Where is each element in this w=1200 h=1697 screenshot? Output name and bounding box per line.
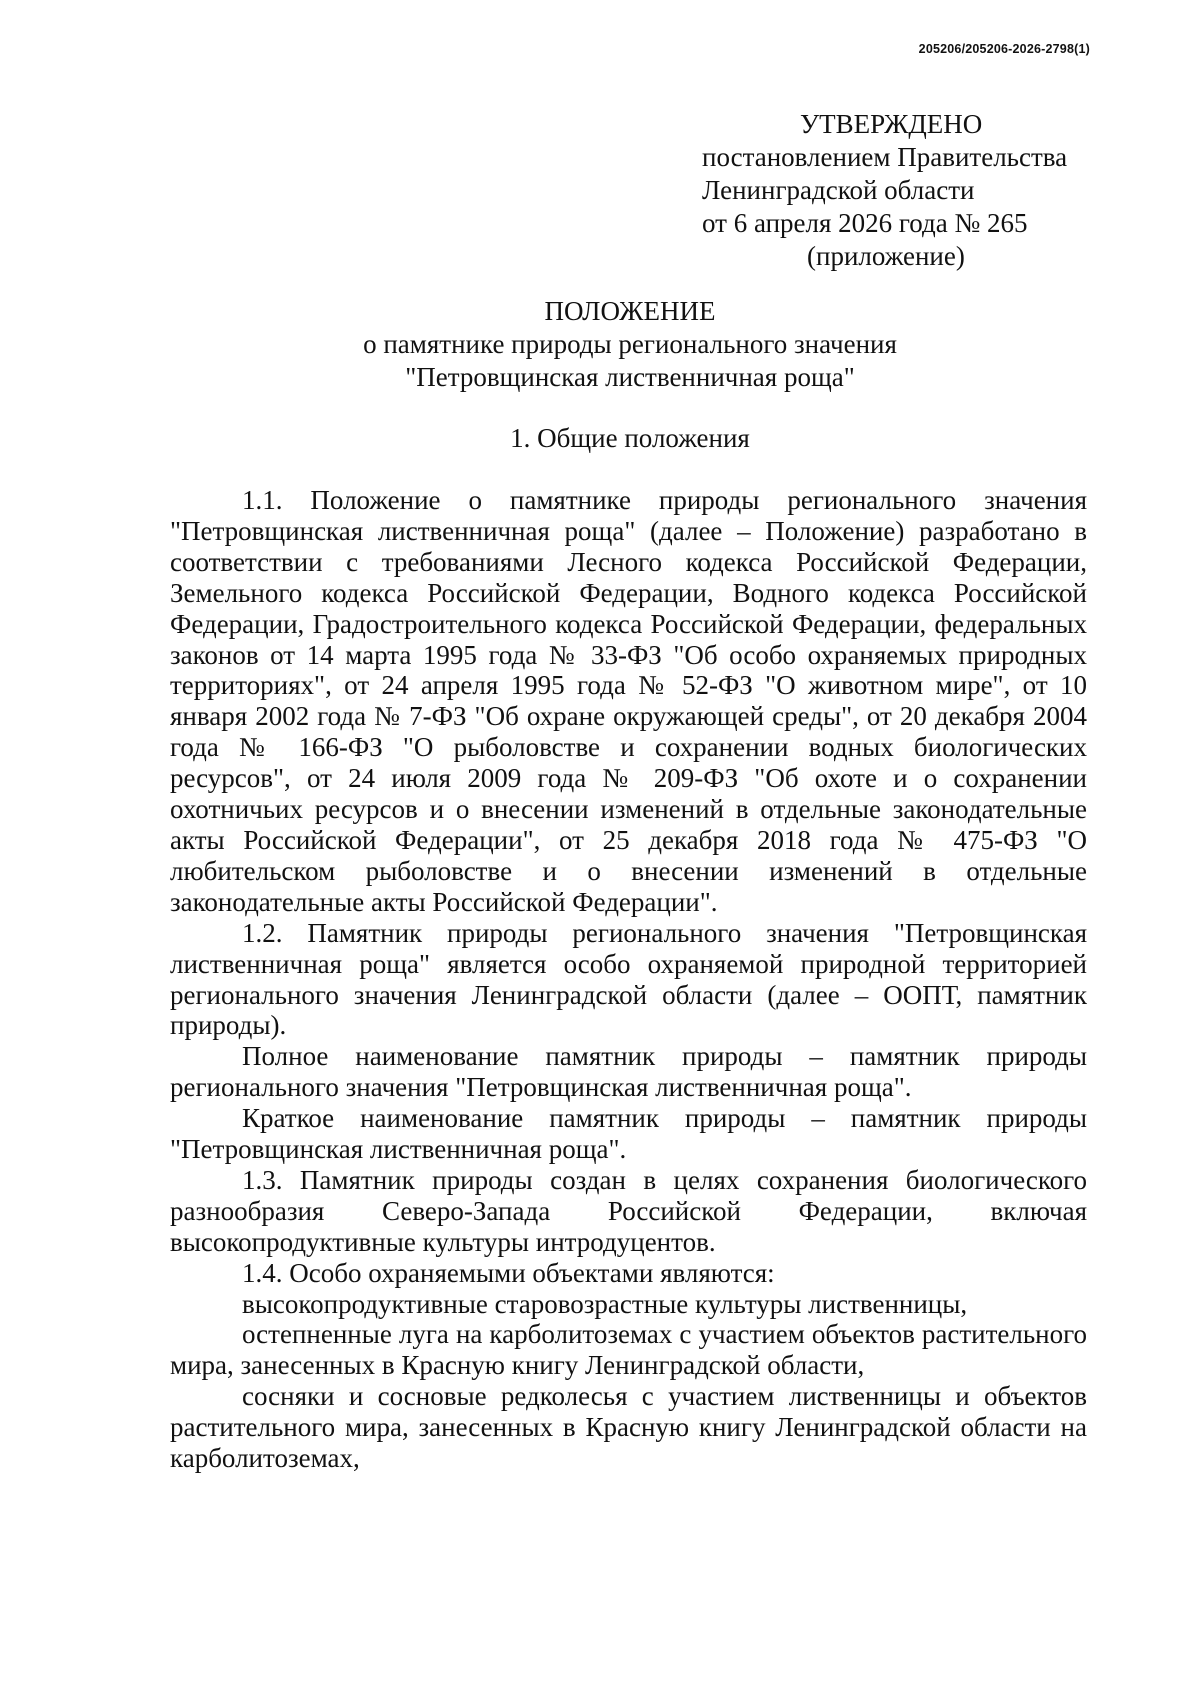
document-name: "Петровщинская лиственничная роща" — [405, 362, 855, 392]
paragraph: Краткое наименование памятник природы – памятник природы "Петровщинская лиственничная роща". — [170, 1103, 1087, 1165]
approval-heading: УТВЕРЖДЕНО — [800, 109, 983, 139]
paragraph: 1.3. Памятник природы создан в целях сохранения биологического разнообразия Северо-Запада Российской Федерации, включая высокопродуктивные культуры интродуцентов. — [170, 1164, 1087, 1257]
document-title-block — [170, 295, 1090, 394]
approval-stamp — [702, 108, 1102, 273]
paragraph: 1.2. Памятник природы регионального значения "Петровщинская лиственничная роща" является особо охраняемой природной территорией регионального значения Ленинградской области (далее – ООПТ, памятник природы). — [170, 917, 1087, 1041]
paragraph: 1.1. Положение о памятнике природы регионального значения "Петровщинская лиственничная роща" (далее – Положение) разработано в соответствии с требованиями Лесного кодекса Российской Федерации, Земельного кодекса Российской Федерации, Водного кодекса Российской Федерации, Градостроительного кодекса Российской Федерации, федеральных законов от 14 марта 1995 года № 33-ФЗ "Об особо охраняемых природных территориях", от 24 апреля 1995 года № 52-ФЗ "О животном мире", от 10 января 2002 года № 7-ФЗ "Об охране окружающей среды", от 20 декабря 2004 года № 166-ФЗ "О рыболовстве и сохранении водных биологических ресурсов", от 24 июля 2009 года № 209-ФЗ "Об охоте и о сохранении охотничьих ресурсов и о внесении изменений в отдельные законодательные акты Российской Федерации", от 25 декабря 2018 года № 475-ФЗ "О любительском рыболовстве и о внесении изменений в отдельные законодательные акты Российской Федерации". — [170, 485, 1087, 917]
paragraph: Полное наименование памятник природы – памятник природы регионального значения "Петровщинская лиственничная роща". — [170, 1041, 1087, 1103]
document-subtitle: о памятнике природы регионального значения — [363, 329, 897, 359]
document-id: 205206/205206-2026-2798(1) — [918, 42, 1090, 56]
document-title: ПОЛОЖЕНИЕ — [544, 296, 716, 326]
approval-line-3: от 6 апреля 2026 года № 265 — [702, 208, 1028, 238]
paragraph: 1.4. Особо охраняемыми объектами являются: — [242, 1257, 775, 1288]
approval-line-1: постановлением Правительства — [702, 142, 1068, 172]
paragraph: остепненные луга на карболитоземах с участием объектов растительного мира, занесенных в Красную книгу Ленинградской области, — [170, 1319, 1087, 1381]
approval-appendix: (приложение) — [807, 241, 965, 271]
paragraph: сосняки и сосновые редколесья с участием лиственницы и объектов растительного мира, занесенных в Красную книгу Ленинградской области на карболитоземах, — [170, 1381, 1087, 1474]
section-heading: 1. Общие положения — [510, 423, 750, 453]
document-body — [170, 485, 1087, 1474]
approval-line-2: Ленинградской области — [702, 175, 975, 205]
paragraph: высокопродуктивные старовозрастные культуры лиственницы, — [242, 1288, 968, 1319]
